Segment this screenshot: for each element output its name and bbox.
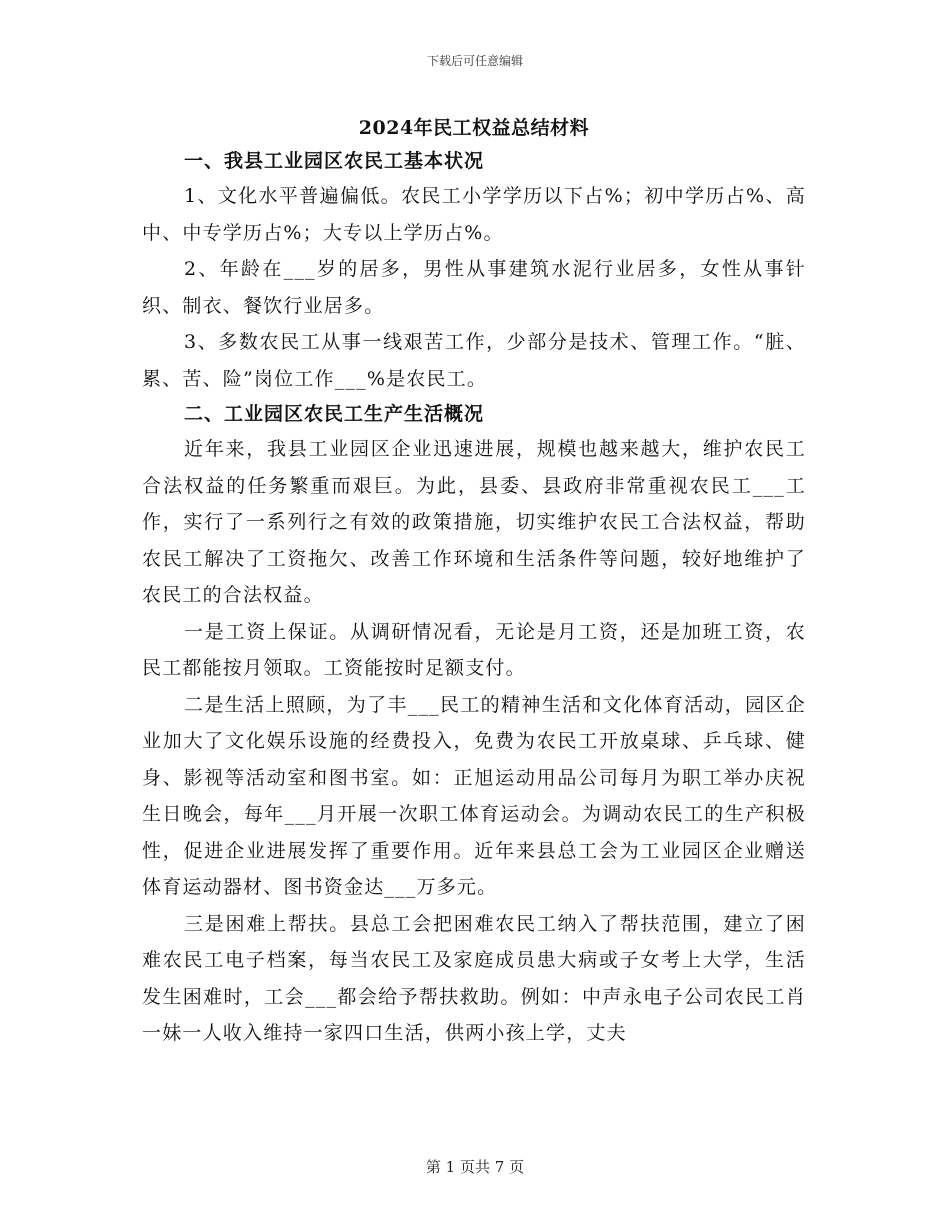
paragraph: 近年来，我县工业园区企业迅速进展，规模也越来越大，维护农民工合法权益的任务繁重而艰巨。为此，县委、县政府非常重视农民工___工作，实行了一系列行之有效的政策措施，切实维护农民工合法权益，帮助农民工解决了工资拖欠、改善工作环境和生活条件等问题，较好地维护了农民工的合法权益。 — [142, 438, 806, 606]
paragraph: 一是工资上保证。从调研情况看，无论是月工资，还是加班工资，农民工都能按月领取。工资能按时足额支付。 — [142, 620, 806, 679]
paragraph: 1、文化水平普遍偏低。农民工小学学历以下占%；初中学历占%、高中、中专学历占%；大专以上学历占%。 — [142, 185, 806, 244]
paragraph: 3、多数农民工从事一线艰苦工作，少部分是技术、管理工作。“脏、累、苦、险”岗位工作___%是农民工。 — [142, 331, 806, 390]
document-title: 2024年民工权益总结材料 — [358, 117, 590, 139]
page-header: 下载后可任意编辑 — [426, 54, 523, 68]
paragraph: 二是生活上照顾，为了丰___民工的精神生活和文化体育活动，园区企业加大了文化娱乐设施的经费投入，免费为农民工开放桌球、乒乓球、健身、影视等活动室和图书室。如：正旭运动用品公司每月为职工举办庆祝生日晚会，每年___月开展一次职工体育运动会。为调动农民工的生产积极性，促进企业进展发挥了重要作用。近年来县总工会为工业园区企业赠送体育运动器材、图书资金达___万多元。 — [142, 693, 806, 898]
document-body — [142, 112, 806, 1052]
section-heading-1: 一、我县工业园区农民工基本状况 — [184, 150, 485, 172]
paragraph: 三是困难上帮扶。县总工会把困难农民工纳入了帮扶范围，建立了困难农民工电子档案，每当农民工及家庭成员患大病或子女考上大学，生活发生困难时，工会___都会给予帮扶救助。例如：中声永电子公司农民工肖一妹一人收入维持一家四口生活，供两小孩上学，丈夫 — [142, 912, 806, 1044]
section-heading-2: 二、工业园区农民工生产生活概况 — [184, 403, 485, 425]
paragraph: 2、年龄在___岁的居多，男性从事建筑水泥行业居多，女性从事针织、制衣、餐饮行业居多。 — [142, 258, 806, 317]
page-footer: 第 1 页共 7 页 — [425, 1158, 525, 1176]
